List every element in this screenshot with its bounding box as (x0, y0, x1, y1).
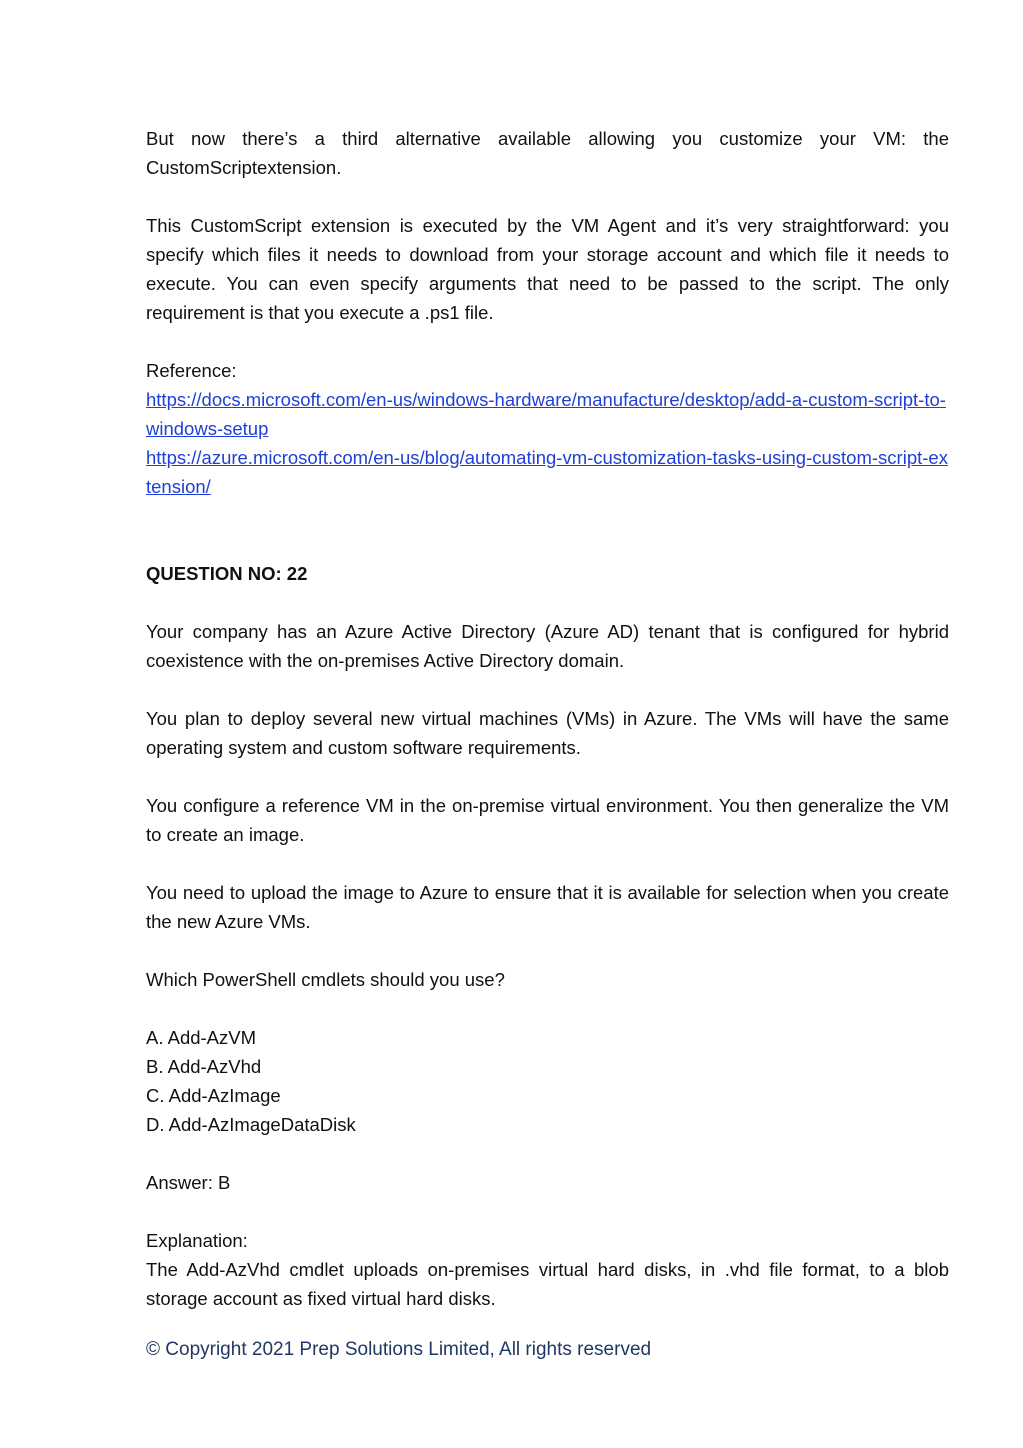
answer-line: Answer: B (146, 1172, 231, 1193)
question-heading: QUESTION NO: 22 (146, 563, 308, 584)
intro-paragraph-2: This CustomScript extension is executed by the VM Agent and it’s very straightforward: you specify which files it needs to download from your storage account and which file it needs to execute. You can even specify arguments that need to be passed to the script. The only requirement is that you execute a .ps1 file. (146, 215, 949, 323)
reference-link-2[interactable]: https://azure.microsoft.com/en-us/blog/automating-vm-customization-tasks-using-custom-script-extension/ (146, 447, 948, 497)
question-prompt: Which PowerShell cmdlets should you use? (146, 969, 505, 990)
explanation-label: Explanation: (146, 1230, 248, 1251)
answer-options (146, 1023, 949, 1139)
question-paragraph-3: You configure a reference VM in the on-premise virtual environment. You then generalize the VM to create an image. (146, 795, 949, 845)
question-paragraph-4: You need to upload the image to Azure to ensure that it is available for selection when you create the new Azure VMs. (146, 882, 949, 932)
document-page (146, 124, 949, 1313)
option-c: C. Add-AzImage (146, 1085, 281, 1106)
question-paragraph-2: You plan to deploy several new virtual machines (VMs) in Azure. The VMs will have the same operating system and custom software requirements. (146, 708, 949, 758)
question-paragraph-1: Your company has an Azure Active Directory (Azure AD) tenant that is configured for hybrid coexistence with the on-premises Active Directory domain. (146, 621, 949, 671)
option-d: D. Add-AzImageDataDisk (146, 1114, 356, 1135)
option-a: A. Add-AzVM (146, 1027, 257, 1048)
intro-paragraph-1: But now there’s a third alternative available allowing you customize your VM: the CustomScriptextension. (146, 128, 949, 178)
copyright-footer: © Copyright 2021 Prep Solutions Limited, All rights reserved (146, 1339, 652, 1360)
explanation-text: The Add-AzVhd cmdlet uploads on-premises virtual hard disks, in .vhd file format, to a blob storage account as fixed virtual hard disks. (146, 1259, 949, 1309)
reference-label: Reference: (146, 360, 237, 381)
option-b: B. Add-AzVhd (146, 1056, 262, 1077)
reference-link-1[interactable]: https://docs.microsoft.com/en-us/windows-hardware/manufacture/desktop/add-a-custom-script-to-windows-setup (146, 389, 946, 439)
